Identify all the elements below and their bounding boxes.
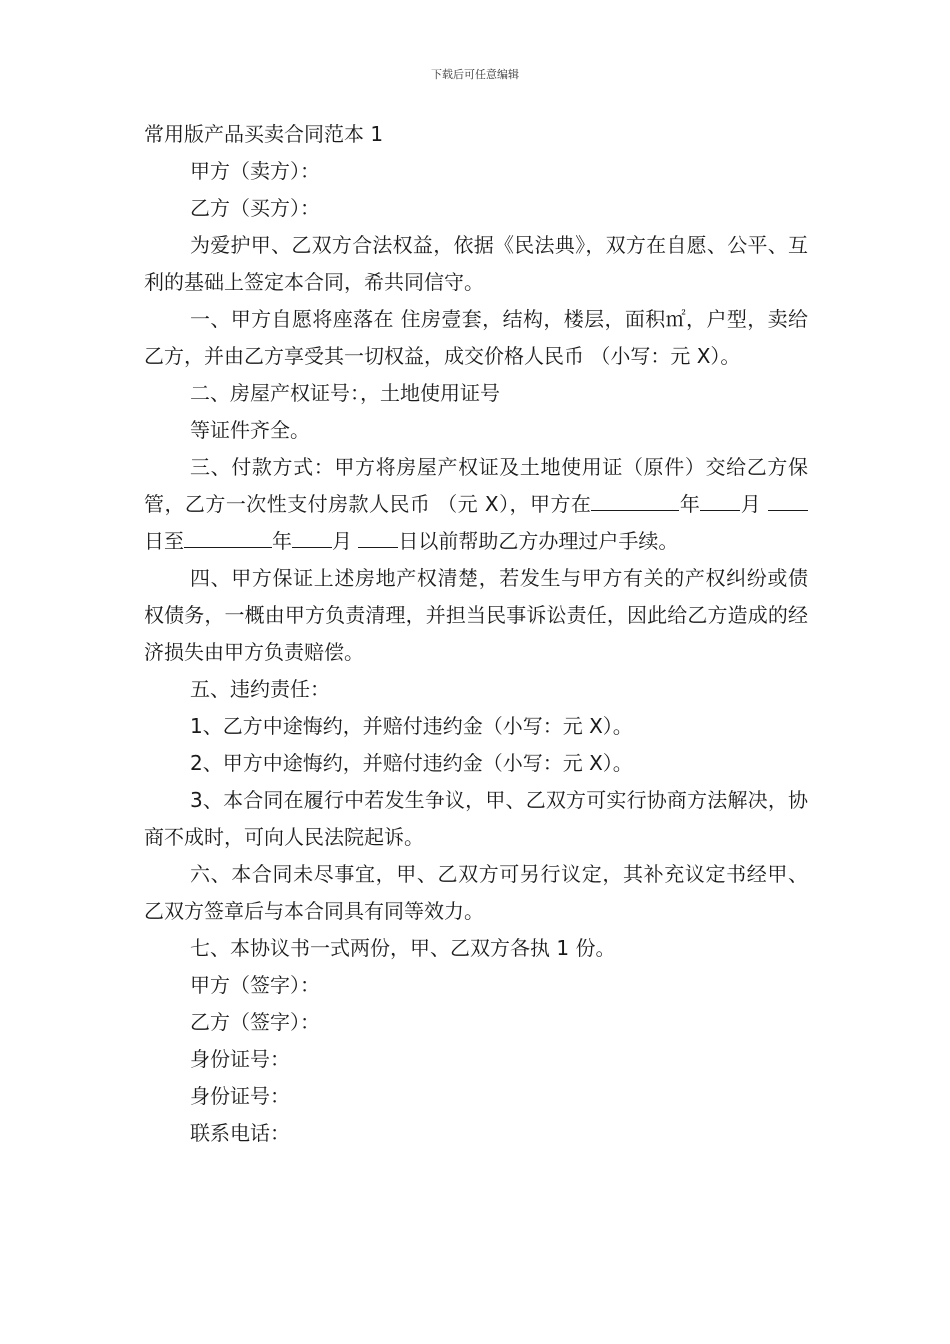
clause-5-item-3: 3、本合同在履行中若发生争议，甲、乙双方可实行协商方法解决，协商不成时，可向人民法院起诉。 — [144, 788, 808, 849]
clause-3-month: 月 — [740, 492, 769, 516]
contract-body — [144, 116, 808, 1152]
blank-month-2 — [292, 527, 332, 548]
clause-6-supplement: 六、本合同未尽事宜，甲、乙双方可另行议定，其补充议定书经甲、乙双方签章后与本合同具有同等效力。 — [144, 862, 808, 923]
signature-party-a: 甲方（签字）： — [190, 973, 320, 997]
clause-3-text-after: 日以前帮助乙方办理过户手续。 — [398, 529, 679, 553]
blank-year-1 — [591, 490, 679, 511]
contact-phone: 联系电话： — [190, 1121, 290, 1145]
clause-2-certificate: 二、房屋产权证号：，土地使用证号 — [190, 381, 500, 405]
clause-3-year: 年 — [679, 492, 701, 516]
clause-3-text-before: 三、付款方式：甲方将房屋产权证及土地使用证（原件）交给乙方保管，乙方一次性支付房款人民币 （元 X），甲方在 — [144, 455, 808, 516]
party-b-buyer: 乙方（买方）： — [190, 196, 320, 220]
clause-5-item-2: 2、甲方中途悔约，并赔付违约金（小写：元 X）。 — [190, 751, 633, 775]
clause-7-copies: 七、本协议书一式两份，甲、乙双方各执 1 份。 — [190, 936, 616, 960]
party-a-seller: 甲方（卖方）： — [190, 159, 320, 183]
clause-3-month-2: 月 — [332, 529, 359, 553]
clause-4-guarantee: 四、甲方保证上述房地产权清楚，若发生与甲方有关的产权纠纷或债权债务，一概由甲方负责清理，并担当民事诉讼责任，因此给乙方造成的经济损失由甲方负责赔偿。 — [144, 566, 808, 664]
preamble-paragraph: 为爱护甲、乙双方合法权益，依据《民法典》，双方在自愿、公平、互利的基础上签定本合同，希共同信守。 — [144, 233, 808, 294]
page-header-note: 下载后可任意编辑 — [431, 68, 519, 81]
signature-party-b: 乙方（签字）： — [190, 1010, 320, 1034]
clause-5-item-1: 1、乙方中途悔约，并赔付违约金（小写：元 X）。 — [190, 714, 633, 738]
blank-month-1 — [700, 490, 740, 511]
clause-2-continuation: 等证件齐全。 — [190, 418, 310, 442]
blank-year-2 — [184, 527, 272, 548]
clause-3-year-2: 年 — [272, 529, 292, 553]
blank-day-2 — [358, 527, 398, 548]
clause-1-property: 一、甲方自愿将座落在 住房壹套，结构，楼层，面积㎡，户型，卖给乙方，并由乙方享受其一切权益，成交价格人民币 （小写：元 X）。 — [144, 307, 808, 368]
clause-3-day-to: 日至 — [144, 529, 184, 553]
clause-3-payment — [144, 449, 808, 560]
blank-day-1 — [768, 490, 808, 511]
id-number-b: 身份证号： — [190, 1084, 290, 1108]
clause-5-liability: 五、违约责任： — [190, 677, 330, 701]
document-title: 常用版产品买卖合同范本 1 — [144, 122, 384, 146]
id-number-a: 身份证号： — [190, 1047, 290, 1071]
